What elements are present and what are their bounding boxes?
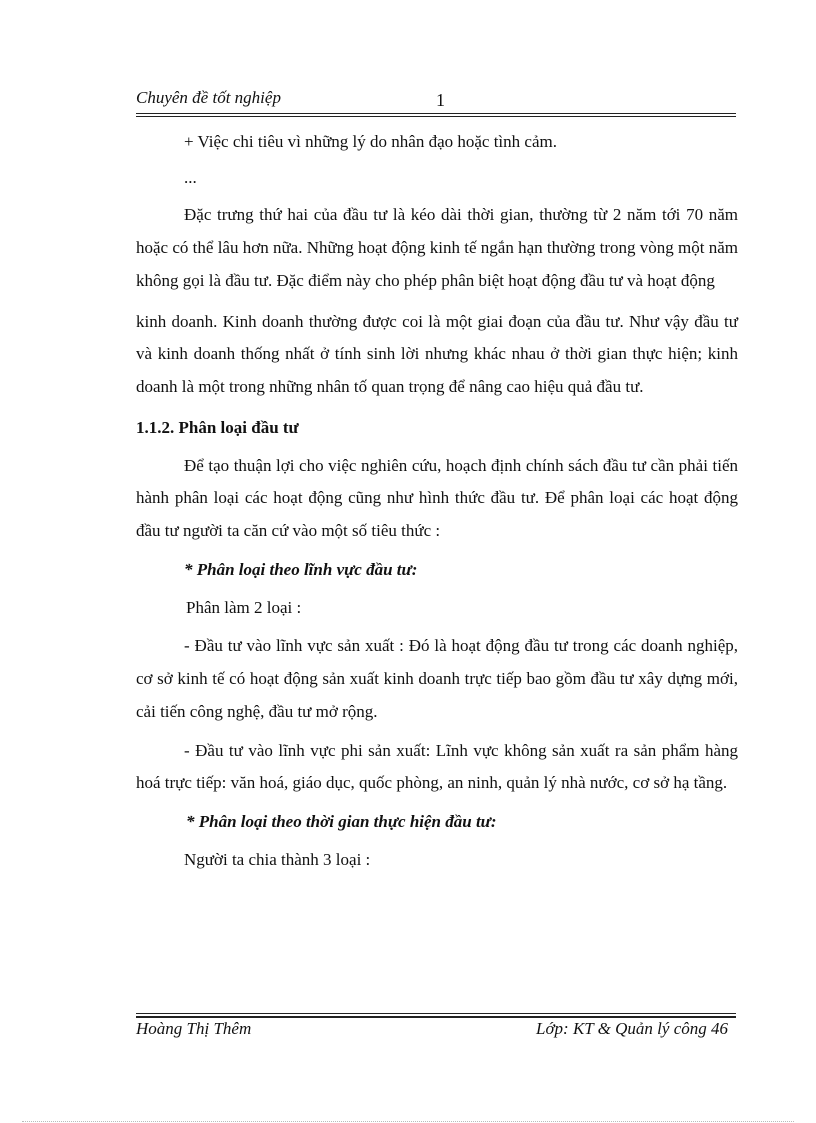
- paragraph-1: Đặc trưng thứ hai của đầu tư là kéo dài thời gian, thường từ 2 năm tới 70 năm hoặc có thể lâu hơn nữa. Những hoạt động kinh tế ngắn hạn thường trong vòng một năm không gọi là đầu tư. Đặc điểm này cho phép phân biệt hoạt động đầu tư và hoạt động: [136, 205, 738, 290]
- ellipsis: ...: [184, 167, 197, 187]
- page-edge-dotted-line: [22, 1121, 794, 1122]
- list-item-2: - Đầu tư vào lĩnh vực phi sản xuất: Lĩnh vực không sản xuất ra sản phẩm hàng hoá trực tiếp: văn hoá, giáo dục, quốc phòng, an ninh, quản lý nhà nước, cơ sở hạ tầng.: [136, 740, 738, 793]
- paragraph-3: Để tạo thuận lợi cho việc nghiên cứu, hoạch định chính sách đầu tư cần phải tiến hành phân loại các hoạt động cũng như hình thức đầu tư. Để phân loại các hoạt động đầu tư người ta căn cứ vào một số tiêu thức :: [136, 455, 738, 541]
- bullet-line: + Việc chi tiêu vì những lý do nhân đạo hoặc tình cảm.: [184, 132, 557, 151]
- subheading-1-intro: Phân làm 2 loại :: [186, 597, 302, 617]
- footer-rule: [136, 1013, 736, 1018]
- footer-author: Hoàng Thị Thêm: [136, 1019, 252, 1038]
- subheading-2: * Phân loại theo thời gian thực hiện đầu tư:: [186, 811, 497, 831]
- body-block-1: [136, 126, 738, 877]
- subheading-1: * Phân loại theo lĩnh vực đầu tư:: [184, 559, 418, 579]
- header-title: Chuyên đề tốt nghiệp: [136, 88, 281, 107]
- page-number: 1: [436, 90, 445, 110]
- subheading-2-intro: Người ta chia thành 3 loại :: [184, 849, 371, 869]
- header-rule: [136, 113, 736, 117]
- paragraph-2: kinh doanh. Kinh doanh thường được coi là một giai đoạn của đầu tư. Như vậy đầu tư và kinh doanh thống nhất ở tính sinh lời nhưng khác nhau ở thời gian thực hiện; kinh doanh là một trong những nhân tố quan trọng để nâng cao hiệu quả đầu tư.: [136, 311, 738, 396]
- list-item-1: - Đầu tư vào lĩnh vực sản xuất : Đó là hoạt động đầu tư trong các doanh nghiệp, cơ sở kinh tế có hoạt động sản xuất kinh doanh trực tiếp bao gồm đầu tư xây dựng mới, cải tiến công nghệ, đầu tư mở rộng.: [136, 636, 738, 721]
- section-heading: 1.1.2. Phân loại đầu tư: [136, 417, 299, 437]
- footer-class: Lớp: KT & Quản lý công 46: [536, 1019, 728, 1038]
